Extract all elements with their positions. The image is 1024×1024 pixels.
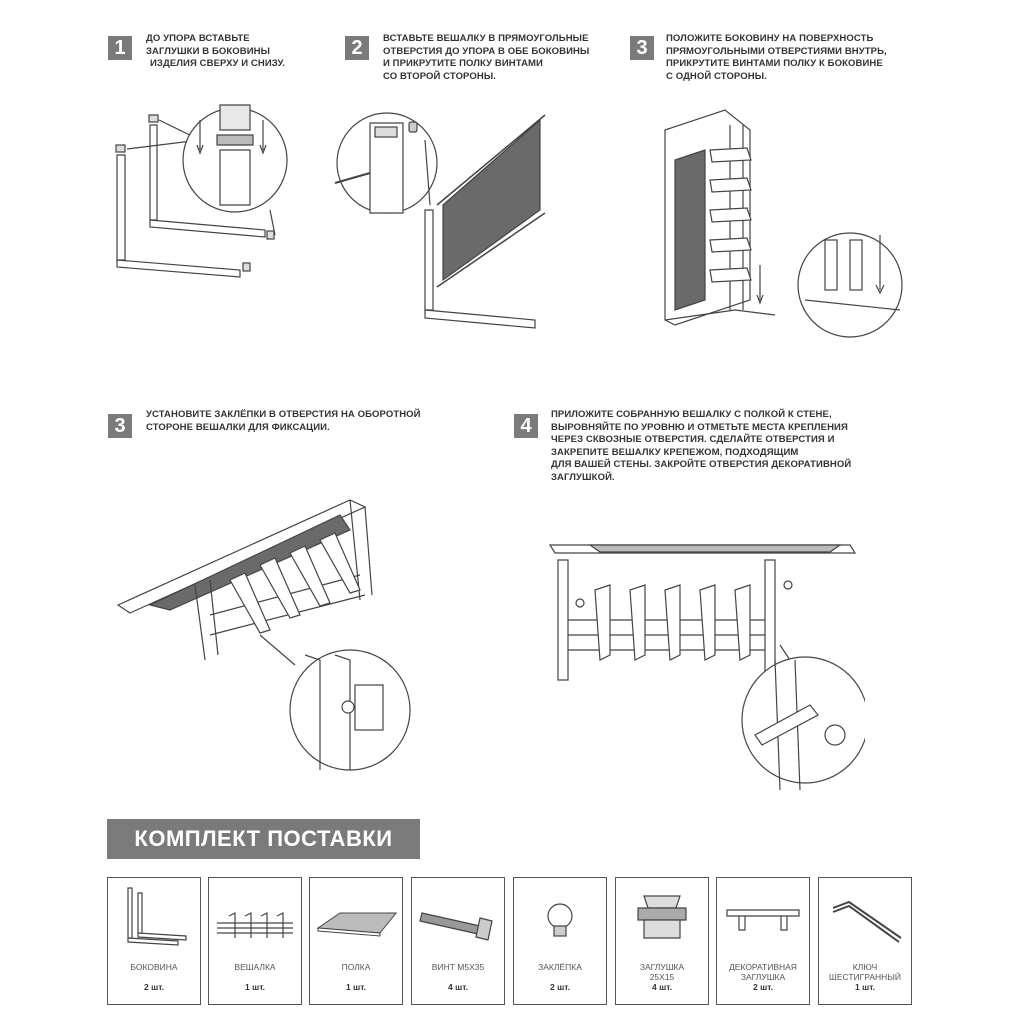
step-3b-line: СТОРОНЕ ВЕШАЛКИ ДЛЯ ФИКСАЦИИ. bbox=[146, 421, 330, 433]
kit-item-name bbox=[717, 962, 809, 982]
kit-item-end-cap bbox=[615, 877, 709, 1005]
kit-name-line: 25Х15 bbox=[649, 972, 675, 982]
step-3b-illustration bbox=[110, 495, 415, 775]
step-3-illustration bbox=[655, 100, 905, 345]
step-2-text bbox=[383, 33, 623, 83]
kit-name-line: ВИНТ М5Х35 bbox=[431, 962, 485, 972]
step-3-line: ПРЯМОУГОЛЬНЫМИ ОТВЕРСТИЯМИ ВНУТРЬ, bbox=[666, 45, 887, 57]
step-4-badge: 4 bbox=[514, 414, 538, 438]
step-3-line: С ОДНОЙ СТОРОНЫ. bbox=[666, 70, 767, 82]
step-2-line: И ПРИКРУТИТЕ ПОЛКУ ВИНТАМИ bbox=[383, 58, 543, 69]
step-2-badge: 2 bbox=[345, 36, 369, 60]
step-3b-text bbox=[146, 409, 456, 434]
step-3-text bbox=[666, 33, 926, 83]
step-2-line: ОТВЕРСТИЯ ДО УПОРА В ОБЕ БОКОВИНЫ bbox=[383, 45, 590, 57]
kit-item-qty: 2 шт. bbox=[753, 982, 773, 992]
kit-item-qty: 1 шт. bbox=[245, 982, 265, 992]
step-2-line: ВСТАВЬТЕ ВЕШАЛКУ В ПРЯМОУГОЛЬНЫЕ bbox=[383, 33, 589, 44]
kit-item-name bbox=[209, 962, 301, 972]
decorative-cap-icon bbox=[717, 878, 809, 958]
step-2-line: СО ВТОРОЙ СТОРОНЫ. bbox=[383, 70, 496, 82]
step-3-badge: 3 bbox=[630, 36, 654, 60]
rivet-icon bbox=[514, 878, 606, 958]
step-3-line: ПОЛОЖИТЕ БОКОВИНУ НА ПОВЕРХНОСТЬ bbox=[666, 33, 874, 44]
kit-item-rivet bbox=[513, 877, 607, 1005]
step-4-illustration bbox=[540, 535, 865, 800]
kit-item-name bbox=[819, 962, 911, 982]
kit-name-line: ДЕКОРАТИВНАЯ bbox=[729, 962, 797, 972]
kit-item-shelf bbox=[309, 877, 403, 1005]
kit-name-line: КЛЮЧ bbox=[852, 962, 878, 972]
kit-name-line: ВЕШАЛКА bbox=[234, 962, 276, 972]
kit-name-line: ЗАГЛУШКА bbox=[639, 962, 685, 972]
step-1-line: ЗАГЛУШКИ В БОКОВИНЫ bbox=[146, 45, 271, 57]
kit-item-name bbox=[514, 962, 606, 972]
step-1-illustration bbox=[105, 85, 305, 295]
kit-title: КОМПЛЕКТ ПОСТАВКИ bbox=[107, 819, 420, 859]
kit-item-name bbox=[616, 962, 708, 982]
step-4-line: ЗАКРЕПИТЕ ВЕШАЛКУ КРЕПЕЖОМ, ПОДХОДЯЩИМ bbox=[551, 446, 799, 458]
step-1-text bbox=[146, 33, 326, 71]
kit-item-qty: 2 шт. bbox=[144, 982, 164, 992]
side-panel-icon bbox=[108, 878, 200, 958]
step-4-line: ПРИЛОЖИТЕ СОБРАННУЮ ВЕШАЛКУ С ПОЛКОЙ К СТЕНЕ, bbox=[551, 409, 832, 420]
kit-item-qty: 1 шт. bbox=[346, 982, 366, 992]
step-1-badge: 1 bbox=[108, 36, 132, 60]
kit-item-name bbox=[108, 962, 200, 972]
step-3-line: ПРИКРУТИТЕ ВИНТАМИ ПОЛКУ К БОКОВИНЕ bbox=[666, 58, 883, 69]
step-4-line: ЧЕРЕЗ СКВОЗНЫЕ ОТВЕРСТИЯ. СДЕЛАЙТЕ ОТВЕРСТИЯ И bbox=[551, 434, 835, 445]
kit-item-qty: 4 шт. bbox=[448, 982, 468, 992]
step-4-line: ДЛЯ ВАШЕЙ СТЕНЫ. ЗАКРОЙТЕ ОТВЕРСТИЯ ДЕКОРАТИВНОЙ bbox=[551, 459, 852, 470]
kit-item-screw bbox=[411, 877, 505, 1005]
step-4-line: ЗАГЛУШКОЙ. bbox=[551, 471, 615, 483]
hanger-icon bbox=[209, 878, 301, 958]
step-1-line: ИЗДЕЛИЯ СВЕРХУ И СНИЗУ. bbox=[150, 58, 286, 69]
step-2-illustration bbox=[325, 95, 555, 330]
kit-name-line: ШЕСТИГРАННЫЙ bbox=[829, 972, 901, 982]
kit-item-qty: 2 шт. bbox=[550, 982, 570, 992]
hex-key-icon bbox=[819, 878, 911, 958]
kit-item-qty: 4 шт. bbox=[652, 982, 672, 992]
end-cap-icon bbox=[616, 878, 708, 958]
kit-item-decorative-cap bbox=[716, 877, 810, 1005]
kit-item-qty: 1 шт. bbox=[855, 982, 875, 992]
step-3b-badge: 3 bbox=[108, 414, 132, 438]
step-4-text bbox=[551, 409, 891, 484]
step-4-line: ВЫРОВНЯЙТЕ ПО УРОВНЮ И ОТМЕТЬТЕ МЕСТА КРЕПЛЕНИЯ bbox=[551, 421, 848, 433]
screw-icon bbox=[412, 878, 504, 958]
kit-name-line: БОКОВИНА bbox=[130, 962, 178, 972]
shelf-icon bbox=[310, 878, 402, 958]
step-1-line: ДО УПОРА ВСТАВЬТЕ bbox=[146, 33, 250, 44]
kit-name-line: ЗАКЛЁПКА bbox=[538, 962, 582, 972]
kit-item-hanger bbox=[208, 877, 302, 1005]
kit-item-side-panel bbox=[107, 877, 201, 1005]
kit-item-hex-key bbox=[818, 877, 912, 1005]
kit-item-name bbox=[310, 962, 402, 972]
kit-item-name bbox=[412, 962, 504, 972]
step-3b-line: УСТАНОВИТЕ ЗАКЛЁПКИ В ОТВЕРСТИЯ НА ОБОРОТНОЙ bbox=[146, 409, 421, 420]
kit-name-line: ПОЛКА bbox=[341, 962, 371, 972]
kit-name-line: ЗАГЛУШКА bbox=[740, 972, 786, 982]
